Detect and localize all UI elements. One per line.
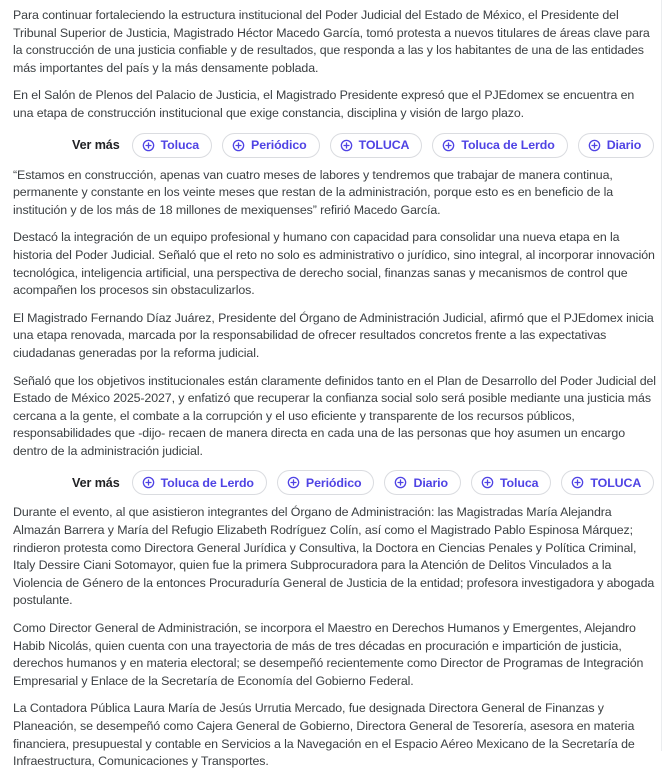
topic-chip-diario[interactable] — [384, 470, 461, 495]
topic-chip-toluca-de-lerdo[interactable] — [432, 133, 567, 158]
plus-circle-icon — [481, 476, 494, 489]
topic-chip-toluca[interactable] — [471, 470, 551, 495]
topic-chip-label: Periódico — [305, 475, 362, 490]
related-topics-row-2 — [72, 470, 657, 495]
topic-chip-label: Diario — [606, 138, 642, 153]
topic-chip-label: Toluca de Lerdo — [461, 138, 555, 153]
article-paragraph: En el Salón de Plenos del Palacio de Justicia, el Magistrado Presidente expresó que el PJEdomex se encuentra en una etapa de construcción institucional que exige constancia, disciplina y visión de largo plazo. — [13, 88, 635, 120]
topic-chip-label: Periódico — [251, 138, 307, 153]
plus-circle-icon — [571, 476, 584, 489]
topic-chip-periodico[interactable] — [277, 470, 375, 495]
topic-chip-label: Toluca — [160, 138, 200, 153]
topic-chip-periodico[interactable] — [222, 133, 320, 158]
article-paragraph: “Estamos en construcción, apenas van cuatro meses de labores y tendremos que trabajar de manera continua, permanente y constante en los veinte meses que restan de la administración, porque esto es en beneficio de la institución y de los más de 18 millones de mexiquenses” refirió Macedo García. — [13, 167, 614, 217]
related-topics-row-1 — [72, 133, 657, 158]
article-paragraph: La Contadora Pública Laura María de Jesús Urrutia Mercado, fue designada Directora General de Finanzas y Planeación, se desempeñó como Cajera General de Gobierno, Directora General de Tesorería, asesora en materia financiera, presupuestal y contable en Servicios a la Navegación en el Espacio Aéreo Mexicano de la Secretaría de Infraestructura, Comunicaciones y Transportes. — [13, 701, 635, 769]
plus-circle-icon — [588, 139, 601, 152]
topic-chip-diario[interactable] — [578, 133, 655, 158]
topic-chip-toluca-caps[interactable] — [330, 133, 423, 158]
topic-chip-label: Toluca de Lerdo — [160, 475, 254, 490]
plus-circle-icon — [232, 139, 245, 152]
topic-chip-toluca[interactable] — [132, 133, 212, 158]
page-edge-divider — [661, 0, 662, 751]
plus-circle-icon — [340, 139, 353, 152]
topic-chip-label: Diario — [413, 475, 448, 490]
ver-mas-label[interactable]: Ver más — [72, 475, 120, 490]
article-paragraph: El Magistrado Fernando Díaz Juárez, Presidente del Órgano de Administración Judicial, afirmó que el PJEdomex inicia una etapa renovada, marcada por la responsabilidad de ofrecer resultados concretos frente a las expectativas ciudadanas generadas por la reforma judicial. — [13, 310, 654, 360]
article-paragraph: Durante el evento, al que asistieron integrantes del Órgano de Administración: las Magistradas María Alejandra Almazán Barrera y María del Refugio Elizabeth Rodríguez Colín, así como el Magistrado Pablo Espinosa Márquez; rindieron protesta como Directora General Jurídica y Consultiva, la Doctora en Ciencias Penales y Política Criminal, Italy Dessire Ciani Sotomayor, quien fue la primera Subprocuradora para la Atención de Delitos Vinculados a la Violencia de Género de la entonces Procuraduría General de Justicia de la entidad; profesora investigadora y abogada postulante. — [13, 505, 655, 608]
plus-circle-icon — [142, 476, 155, 489]
article-paragraph: Para continuar fortaleciendo la estructura institucional del Poder Judicial del Estado de México, el Presidente del Tribunal Superior de Justicia, Magistrado Héctor Macedo García, tomó protesta a nuevos titulares de áreas clave para la construcción de una justicia confiable y de resultados, que responda a las y los habitantes de una de las entidades más importantes del país y la más densamente poblada. — [13, 8, 650, 75]
topic-chip-label: Toluca — [499, 475, 539, 490]
topic-chip-label: TOLUCA — [358, 138, 410, 153]
topic-chip-toluca-de-lerdo[interactable] — [132, 470, 267, 495]
plus-circle-icon — [287, 476, 300, 489]
plus-circle-icon — [442, 139, 455, 152]
plus-circle-icon — [142, 139, 155, 152]
topic-chip-label: TOLUCA — [590, 475, 642, 490]
article-paragraph: Como Director General de Administración, se incorpora el Maestro en Derechos Humanos y Emergentes, Alejandro Habib Nicolás, quien cuenta con una trayectoria de más de tres décadas en procuración e impartición de justicia, derechos humanos y en materia electoral; se desempeñó recientemente como Director de Programas de Integración Empresarial y Enlace de la Secretaría de Economía del Gobierno Federal. — [13, 621, 644, 688]
article-paragraph: Destacó la integración de un equipo profesional y humano con capacidad para consolidar una nueva etapa en la historia del Poder Judicial. Señaló que el reto no solo es administrativo o jurídico, sino integral, al incorporar innovación tecnológica, inteligencia artificial, una perspectiva de derecho social, finanzas sanas y mecanismos de control que acompañen los procesos sin obstaculizarlos. — [13, 230, 655, 298]
article-paragraph: Señaló que los objetivos institucionales están claramente definidos tanto en el Plan de Desarrollo del Poder Judicial del Estado de México 2025-2027, y enfatizó que recuperar la confianza social solo será posible mediante una justicia más cercana a la gente, el combate a la corrupción y el uso eficiente y transparente de los recursos públicos, responsabilidades que -dijo- recaen de manera directa en cada una de las personas que hoy asumen un encargo dentro de la administración judicial. — [13, 373, 656, 458]
ver-mas-label[interactable]: Ver más — [72, 138, 120, 153]
plus-circle-icon — [394, 476, 407, 489]
topic-chip-toluca-caps[interactable] — [561, 470, 654, 495]
